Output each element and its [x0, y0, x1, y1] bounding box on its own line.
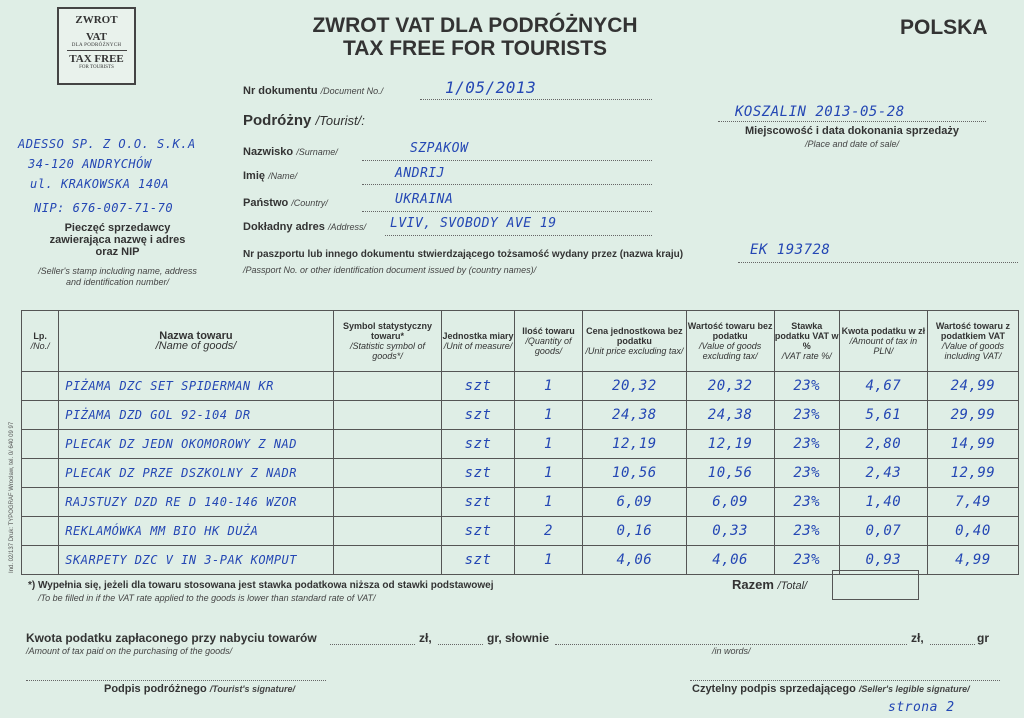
cell-price: 0,16 — [583, 517, 687, 546]
name-value: ANDRIJ — [395, 166, 445, 181]
cell-value: 20,32 — [686, 372, 774, 401]
document-number-value: 1/05/2013 — [445, 78, 537, 97]
surname-value: SZPAKOW — [410, 141, 469, 156]
logo-line5: FOR TOURISTS — [79, 65, 114, 70]
column-header-en: /Unit of measure/ — [443, 341, 513, 351]
total-label: Razem /Total/ — [732, 577, 808, 592]
tax-free-logo — [57, 7, 136, 85]
table-row — [22, 401, 1019, 430]
table-row — [22, 517, 1019, 546]
cell-rate: 23% — [774, 401, 839, 430]
row-number-cell — [22, 517, 59, 546]
column-header-en: /Amount of tax in PLN/ — [849, 336, 918, 356]
column-header — [22, 311, 59, 372]
cell-value: 24,38 — [686, 401, 774, 430]
column-header-pl: Kwota podatku w zł — [841, 326, 926, 336]
column-header-en: /Unit price excluding tax/ — [585, 346, 684, 356]
cell-rate: 23% — [774, 517, 839, 546]
column-header-pl: Wartość towaru bez podatku — [687, 321, 773, 341]
table-row — [22, 488, 1019, 517]
cell-name: PIŻAMA DZC SET SPIDERMAN KR — [59, 372, 333, 401]
tax-paid-label-en: /Amount of tax paid on the purchasing of the goods/ — [26, 646, 233, 656]
column-header — [442, 311, 514, 372]
cell-rate: 23% — [774, 488, 839, 517]
cell-symbol — [333, 546, 442, 575]
column-header-en: /Quantity of goods/ — [525, 336, 572, 356]
cell-name: PIŻAMA DZD GOL 92-104 DR — [59, 401, 333, 430]
surname-label: Nazwisko /Surname/ — [243, 146, 338, 158]
address-value: LVIV, SVOBODY AVE 19 — [390, 216, 557, 231]
cell-unit: szt — [442, 488, 514, 517]
column-header-pl: Lp. — [33, 331, 47, 341]
cell-symbol — [333, 372, 442, 401]
passport-label-en: /Passport No. or other identification document issued by (country names)/ — [243, 265, 537, 275]
cell-name: RAJSTUZY DZD RE D 140-146 WZOR — [59, 488, 333, 517]
footnote-en: /To be filled in if the VAT rate applied to the goods is lower than standard rate of VAT/ — [38, 593, 376, 603]
logo-line1: ZWROT — [75, 14, 118, 26]
cell-qty: 1 — [514, 430, 582, 459]
tax-paid-zl2: zł, — [911, 631, 924, 645]
cell-tax: 2,43 — [839, 459, 927, 488]
cell-tax: 2,80 — [839, 430, 927, 459]
column-header-pl: Stawka podatku VAT w % — [774, 321, 839, 351]
column-header — [927, 311, 1018, 372]
seller-stamp — [18, 134, 196, 218]
cell-value: 0,33 — [686, 517, 774, 546]
cell-rate: 23% — [774, 546, 839, 575]
cell-symbol — [333, 459, 442, 488]
cell-qty: 1 — [514, 546, 582, 575]
country-label: Państwo /Country/ — [243, 197, 328, 209]
column-header-pl: Nazwa towaru — [159, 330, 233, 342]
column-header-pl: Jednostka miary — [442, 331, 514, 341]
cell-price: 12,19 — [583, 430, 687, 459]
cell-total: 24,99 — [927, 372, 1018, 401]
cell-rate: 23% — [774, 430, 839, 459]
cell-price: 20,32 — [583, 372, 687, 401]
column-header-pl: Cena jednostkowa bez podatku — [586, 326, 683, 346]
country-value: UKRAINA — [395, 192, 454, 207]
cell-price: 4,06 — [583, 546, 687, 575]
cell-total: 7,49 — [927, 488, 1018, 517]
place-date-label-en: /Place and date of sale/ — [804, 139, 900, 149]
passport-label: Nr paszportu lub innego dokumentu stwierdzającego tożsamość wydany przez (nazwa kraju) — [243, 249, 684, 260]
cell-tax: 0,07 — [839, 517, 927, 546]
cell-total: 29,99 — [927, 401, 1018, 430]
cell-qty: 1 — [514, 401, 582, 430]
cell-unit: szt — [442, 546, 514, 575]
column-header-en: /Statistic symbol of goods*/ — [349, 341, 425, 361]
stamp-line3: ul. KRAKOWSKA 140A — [30, 177, 170, 191]
tax-paid-label: Kwota podatku zapłaconego przy nabyciu towarów — [26, 631, 317, 645]
column-header-pl: Ilość towaru — [522, 326, 575, 336]
tourist-heading: Podróżny /Tourist/: — [243, 112, 365, 129]
cell-symbol — [333, 401, 442, 430]
title-pl: ZWROT VAT DLA PODRÓŻNYCH — [312, 14, 638, 37]
document-number-label: Nr dokumentu /Document No./ — [243, 85, 384, 97]
column-header — [839, 311, 927, 372]
cell-name: SKARPETY DZC V IN 3-PAK KOMPUT — [59, 546, 333, 575]
cell-unit: szt — [442, 401, 514, 430]
column-header — [686, 311, 774, 372]
column-header — [333, 311, 442, 372]
cell-total: 14,99 — [927, 430, 1018, 459]
cell-name: REKLAMÓWKA MM BIO HK DUŻA — [59, 517, 333, 546]
cell-rate: 23% — [774, 459, 839, 488]
country-heading: POLSKA — [900, 16, 988, 39]
cell-value: 10,56 — [686, 459, 774, 488]
cell-unit: szt — [442, 517, 514, 546]
passport-value: EK 193728 — [750, 242, 831, 258]
place-date-value: KOSZALIN 2013-05-28 — [735, 104, 905, 120]
cell-price: 6,09 — [583, 488, 687, 517]
table-row — [22, 459, 1019, 488]
cell-total: 4,99 — [927, 546, 1018, 575]
form-title — [270, 14, 680, 60]
cell-qty: 1 — [514, 488, 582, 517]
row-number-cell — [22, 546, 59, 575]
cell-qty: 1 — [514, 459, 582, 488]
title-en: TAX FREE FOR TOURISTS — [342, 37, 608, 60]
cell-total: 0,40 — [927, 517, 1018, 546]
seller-stamp-label: Pieczęć sprzedawcy zawierająca nazwę i adres oraz NIP — [49, 222, 186, 258]
tax-paid-gr2: gr — [977, 631, 989, 645]
column-header — [514, 311, 582, 372]
seller-signature-label: Czytelny podpis sprzedającego /Seller's legible signature/ — [692, 683, 970, 695]
stamp-line1: ADESSO SP. Z O.O. S.K.A — [18, 137, 196, 151]
table-row — [22, 372, 1019, 401]
seller-stamp-label-en: /Seller's stamp including name, address and identification number/ — [38, 266, 197, 287]
row-number-cell — [22, 430, 59, 459]
cell-name: PLECAK DZ JEDN OKOMOROWY Z NAD — [59, 430, 333, 459]
column-header-en: /Value of goods excluding tax/ — [699, 341, 762, 361]
cell-tax: 1,40 — [839, 488, 927, 517]
cell-tax: 0,93 — [839, 546, 927, 575]
place-date-label: Miejscowość i data dokonania sprzedaży — [745, 125, 959, 137]
cell-tax: 4,67 — [839, 372, 927, 401]
stamp-line2: 34-120 ANDRYCHÓW — [28, 157, 152, 171]
column-header-en: /Value of goods including VAT/ — [941, 341, 1005, 361]
cell-value: 6,09 — [686, 488, 774, 517]
logo-line4: TAX FREE — [69, 53, 124, 65]
goods-table — [21, 310, 1019, 575]
cell-unit: szt — [442, 459, 514, 488]
row-number-cell — [22, 459, 59, 488]
tourist-signature-label: Podpis podróżnego /Tourist's signature/ — [104, 683, 296, 695]
column-header — [774, 311, 839, 372]
table-row — [22, 430, 1019, 459]
cell-price: 10,56 — [583, 459, 687, 488]
cell-price: 24,38 — [583, 401, 687, 430]
cell-unit: szt — [442, 430, 514, 459]
cell-value: 4,06 — [686, 546, 774, 575]
cell-symbol — [333, 488, 442, 517]
cell-name: PLECAK DZ PRZE DSZKOLNY Z NADR — [59, 459, 333, 488]
table-header-row — [22, 311, 1019, 372]
column-header-pl: Wartość towaru z podatkiem VAT — [935, 321, 1011, 341]
cell-unit: szt — [442, 372, 514, 401]
cell-total: 12,99 — [927, 459, 1018, 488]
column-header — [59, 311, 333, 372]
cell-value: 12,19 — [686, 430, 774, 459]
column-header-pl: Symbol statystyczny towaru* — [342, 321, 432, 341]
cell-symbol — [333, 430, 442, 459]
logo-line3: DLA PODRÓŻNYCH — [71, 43, 122, 48]
tax-paid-zl: zł, — [419, 631, 432, 645]
page-note: strona 2 — [888, 700, 955, 715]
tax-paid-in-words: /in words/ — [712, 646, 751, 656]
column-header-en: /VAT rate %/ — [781, 351, 832, 361]
cell-tax: 5,61 — [839, 401, 927, 430]
row-number-cell — [22, 488, 59, 517]
column-header — [583, 311, 687, 372]
address-label: Dokładny adres /Address/ — [243, 221, 367, 233]
cell-rate: 23% — [774, 372, 839, 401]
tax-paid-gr-words: gr, słownie — [487, 631, 550, 645]
cell-symbol — [333, 517, 442, 546]
total-box — [832, 570, 919, 600]
footnote: *) Wypełnia się, jeżeli dla towaru stosowana jest stawka podatkowa niższa od stawki podstawowej — [28, 580, 494, 591]
column-header-en: /No./ — [30, 341, 50, 351]
row-number-cell — [22, 372, 59, 401]
cell-qty: 1 — [514, 372, 582, 401]
column-header-en: /Name of goods/ — [155, 340, 237, 352]
stamp-line4: NIP: 676-007-71-70 — [34, 201, 174, 215]
name-label: Imię /Name/ — [243, 170, 298, 182]
side-print: Ind. 02/137 Druk: TYPOGRAF Wrocław, tel. 0/ 640 09 97 — [9, 421, 15, 573]
logo-line2: VAT — [86, 31, 107, 43]
row-number-cell — [22, 401, 59, 430]
cell-qty: 2 — [514, 517, 582, 546]
